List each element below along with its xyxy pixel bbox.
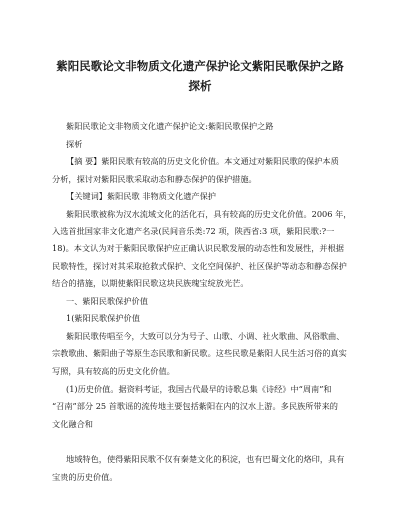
subtitle-line: 探析	[66, 139, 83, 149]
body-line: 结合的措施，以期使紫阳民歌这块民族瑰宝绽放光芒。	[52, 278, 249, 288]
abstract-line: 【摘 要】紫阳民歌有较高的历史文化价值。本文通过对紫阳民歌的保护本质	[66, 156, 339, 166]
body-line: 宝贵的历史价值。	[52, 472, 118, 482]
title-line: 探析	[188, 79, 212, 93]
body-line: 18)。本文认为对于紫阳民歌保护应正确认识民歌发展的动态性和发展性，并根据	[52, 243, 344, 253]
body-line: 民歌特性，探讨对其采取抢救式保护、文化空间保护、社区保护等动态和静态保护	[52, 261, 347, 271]
body-line: “召南”部分 25 首歌谣的流传地主要包括紫阳在内的汉水上游。多民族所带来的	[52, 401, 338, 411]
document-title	[50, 56, 350, 96]
section-heading: 一、紫阳民歌保护价值	[66, 296, 148, 306]
body-line: 文化融合和	[52, 419, 93, 429]
body-line: (1)历史价值。据资料考证，我国古代最早的诗歌总集《诗经》中“周南”和	[66, 384, 332, 394]
body-line: 紫阳民歌传唱至今，大致可以分为号子、山歌、小调、社火歌曲、风俗歌曲、	[66, 331, 345, 341]
title-line: 紫阳民歌论文非物质文化遗产保护论文紫阳民歌保护之路	[56, 59, 344, 73]
body-line: 宗教歌曲、紫阳曲子等原生态民歌和新民歌。这些民歌是紫阳人民生活习俗的真实	[52, 348, 347, 358]
abstract-line: 分析，探讨对紫阳民歌采取动态和静态保护的保护措施。	[52, 174, 257, 184]
body-line: 写照，具有较高的历史文化价值。	[52, 366, 175, 376]
body-line: 紫阳民歌被称为汉水流域文化的活化石，具有较高的历史文化价值。2006 年，	[66, 209, 352, 219]
keywords-line: 【关键词】紫阳民歌 非物质文化遗产保护	[66, 191, 216, 201]
body-line: 地域特色，使得紫阳民歌不仅有秦楚文化的积淀，也有巴蜀文化的烙印，具有	[66, 454, 345, 464]
subtitle-line: 紫阳民歌论文非物质文化遗产保护论文:紫阳民歌保护之路	[66, 121, 274, 131]
body-line: 入选首批国家非文化遗产名录(民间音乐类:72 项，陕西省:3 项，紫阳民歌:?一	[52, 226, 335, 236]
subsection-heading: 1(紫阳民歌保护价值	[66, 313, 140, 323]
